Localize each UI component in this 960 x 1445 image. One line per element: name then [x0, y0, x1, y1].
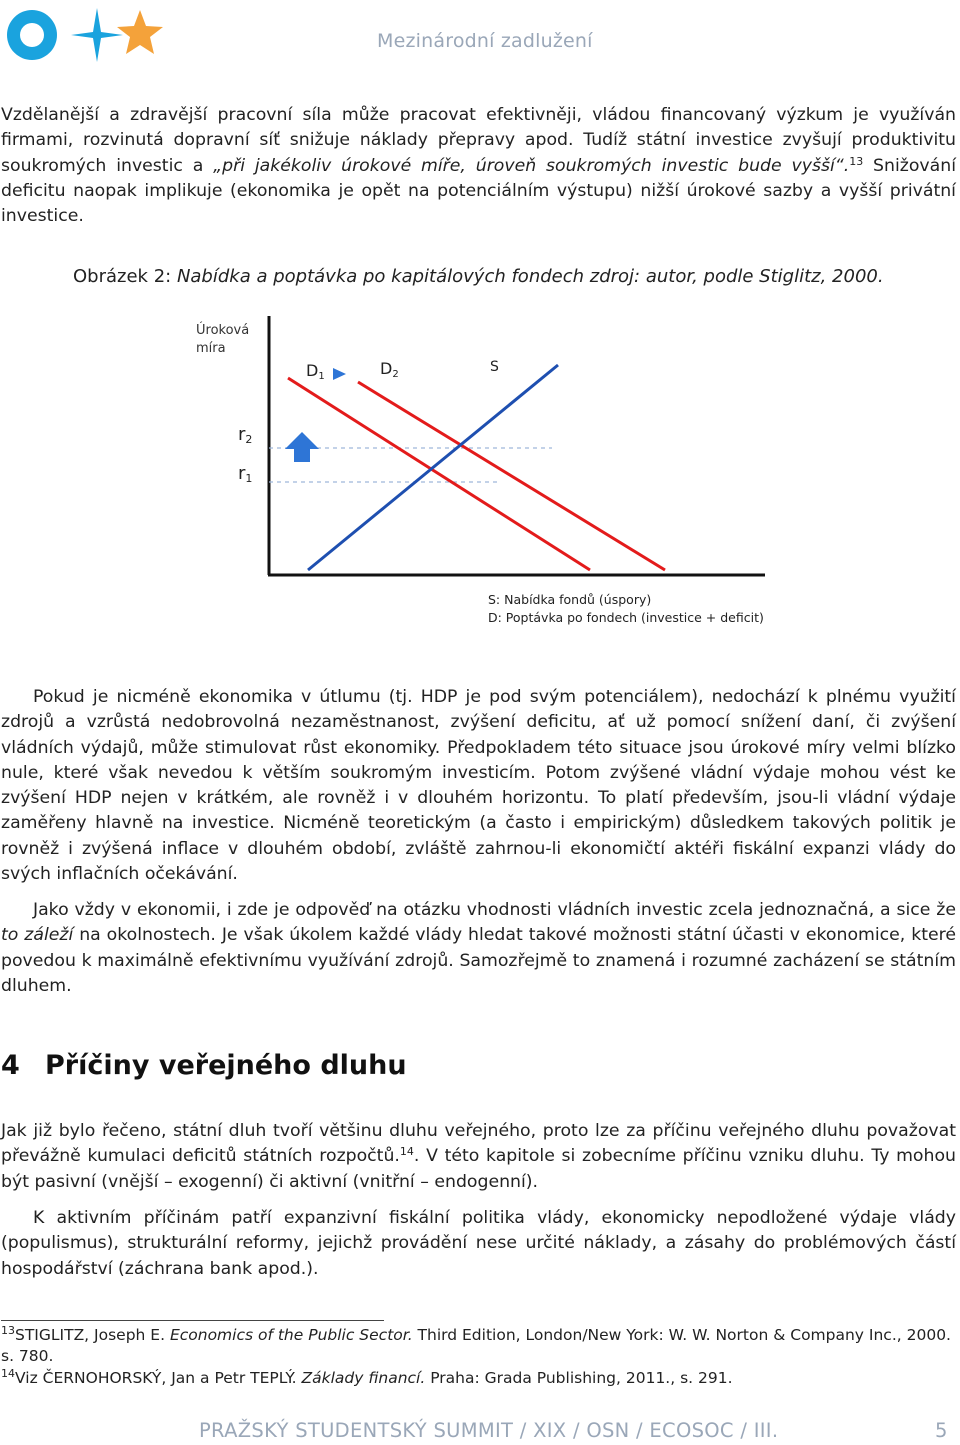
- legend-supply: S: Nabídka fondů (úspory): [488, 592, 652, 607]
- footnote-13: [1, 1325, 956, 1367]
- p3-text-end: na okolnostech. Je však úkolem každé vlády hledat takové možnosti státní účasti v ekonomice, které povedou k maximálně efektivnímu využívání zdrojů. Samozřejmě to znamená i rozumné zacházení se státním dluhem.: [1, 925, 957, 996]
- legend-demand: D: Poptávka po fondech (investice + deficit): [488, 610, 764, 625]
- supply-curve-s: [308, 365, 558, 570]
- footnote-ref-14[interactable]: 14: [399, 1145, 414, 1159]
- footnote-14-text: Viz ČERNOHORSKÝ, Jan a Petr TEPLÝ.: [15, 1369, 302, 1387]
- p4-text-end: . V této kapitole si zobecníme příčinu vzniku dluhu. Ty mohou být pasivní (vnější – exogenní) či aktivní (vnitřní – endogenní).: [1, 1146, 956, 1192]
- footnote-13-text: STIGLITZ, Joseph E.: [15, 1326, 170, 1344]
- footnote-ref-13[interactable]: 13: [849, 154, 864, 168]
- p1-quote: „při jakékoliv úrokové míře, úroveň soukromých investic bude vyšší“.: [213, 155, 850, 176]
- r1-label: r1: [238, 463, 253, 485]
- footnote-14-title: Základy financí.: [301, 1369, 426, 1387]
- p1-text: Vzdělanější a zdravější pracovní síla může pracovat efektivněji, vládou financovaný výzkum je využíván firmami, rozvinutá dopravní síť snižuje náklady přepravy apod. Tudíž státní investice zvyšují produktivitu soukromých investic a: [1, 105, 956, 176]
- footnote-14: [1, 1368, 956, 1389]
- running-header: Mezinárodní zadlužení: [377, 30, 593, 52]
- section-heading: [1, 1050, 407, 1081]
- footnote-14-rest: Praha: Grada Publishing, 2011., s. 291.: [425, 1369, 733, 1387]
- section-number: 4: [1, 1050, 20, 1081]
- paragraph-2: [1, 685, 956, 887]
- p2-text: Pokud je nicméně ekonomika v útlumu (tj. HDP je pod svým potenciálem), nedochází k plnému využití zdrojů a vzrůstá nedobrovolná nezaměstnanost, zvýšení deficitu, ať už pomocí snížení daní, či zvýšení vládních výdajů, může stimulovat růst ekonomiky. Předpokladem této situace jsou úrokové míry velmi blízko nule, které však nevedou k větším soukromým investicím. Potom zvýšené vládní výdaje mohou vést ke zvýšení HDP nejen v krátkém, ale rovněž i v dlouhém horizontu. To platí především, jsou-li vládní výdaje zaměřeny hlavně na investice. Nicméně teoretickým (a často i empirickým) důsledkem takových politik je rovněž i zvýšená inflace v dlouhém období, zvláště zahrnou-li ekonomičtí aktéři fiskální expanzi vlády do svých inflačních očekávání.: [1, 687, 956, 885]
- p5-text: K aktivním příčinám patří expanzivní fiskální politika vlády, ekonomicky nepodložené výdaje vlády (populismus), strukturální reformy, jejichž provádění nese určité náklady, a zásahy do problémových částí hospodářství (záchrana bank apod.).: [1, 1208, 956, 1279]
- shift-up-arrow-icon: [285, 432, 319, 462]
- paragraph-5: [1, 1206, 956, 1282]
- figure-caption: [73, 266, 884, 287]
- s-label: S: [490, 359, 499, 375]
- d1-label: D1: [306, 361, 325, 382]
- page-footer: PRAŽSKÝ STUDENTSKÝ SUMMIT / XIX / OSN / ECOSOC / III.: [199, 1419, 779, 1442]
- summit-logo: [2, 4, 167, 66]
- y-axis-label-1: Úroková: [196, 323, 250, 338]
- caption-text: Nabídka a poptávka po kapitálových fondech zdroj: autor, podle Stiglitz, 2000.: [176, 266, 884, 287]
- footnote-14-number: 14: [1, 1367, 15, 1380]
- paragraph-1: [1, 103, 956, 229]
- p1-text-end: Snižování deficitu naopak implikuje (ekonomika je opět na potenciálním výstupu) nižší úrokové sazby a vyšší privátní investice.: [1, 155, 956, 227]
- r2-label: r2: [238, 424, 253, 446]
- d2-label: D2: [380, 359, 399, 380]
- paragraph-4: [1, 1119, 956, 1195]
- section-title: Příčiny veřejného dluhu: [45, 1050, 407, 1081]
- demand-curve-d2: [358, 382, 665, 570]
- paragraph-3: [1, 898, 956, 999]
- demand-curve-d1: [288, 378, 590, 570]
- loanable-funds-figure: [190, 312, 770, 630]
- caption-prefix: Obrázek 2:: [73, 266, 177, 287]
- p4-text: Jak již bylo řečeno, státní dluh tvoří většinu dluhu veřejného, proto lze za příčinu veřejného dluhu považovat převážně kumulaci deficitů státních rozpočtů.: [1, 1121, 956, 1167]
- footnote-13-rest: Third Edition, London/New York: W. W. Norton & Company Inc., 2000. s. 780.: [1, 1326, 951, 1365]
- y-axis-label-2: míra: [196, 341, 226, 356]
- footnote-13-title: Economics of the Public Sector.: [169, 1326, 413, 1344]
- p3-text: Jako vždy v ekonomii, i zde je odpověď na otázku vhodnosti vládních investic zcela jednoznačná, a sice že: [33, 900, 956, 920]
- footnote-divider: [1, 1320, 384, 1321]
- p3-italic: to záleží: [1, 925, 74, 946]
- shift-right-arrow-icon: [333, 368, 346, 380]
- footnote-13-number: 13: [1, 1324, 15, 1337]
- page-number: 5: [935, 1419, 948, 1442]
